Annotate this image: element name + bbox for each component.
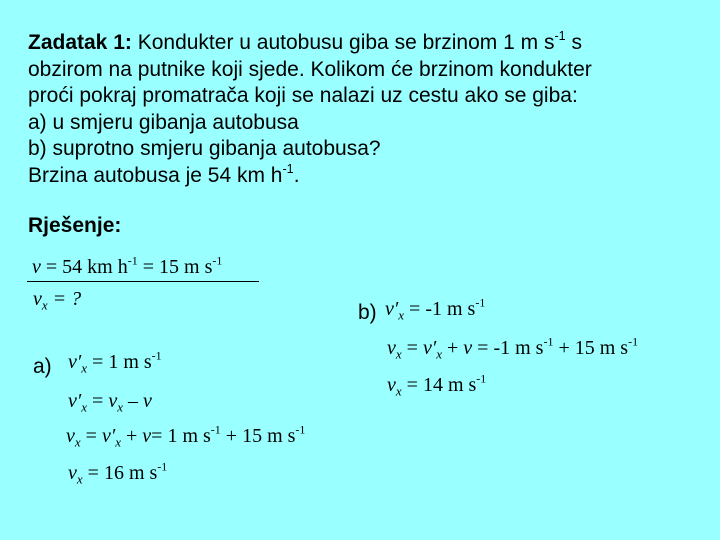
task-line-3: proći pokraj promatrača koji se nalazi uz cestu ako se giba: xyxy=(28,84,578,108)
task-heading: Zadatak 1: xyxy=(28,31,132,54)
given-divider-line xyxy=(27,281,259,282)
part-a-line-1: $v'_x = 1$ m $s^{-1}$ xyxy=(68,348,162,376)
task-line-4: a) u smjeru gibanja autobusa xyxy=(28,110,299,134)
part-a-line-4: $v_x = 16$ m $s^{-1}$ xyxy=(68,459,168,487)
given-speed-line: v = 54 km $h^{-1} = 15$ m $s^{-1}$ xyxy=(32,253,223,278)
unknown-line: $v_x$ = ? xyxy=(33,288,82,313)
part-b-line-1: $v'_x = -1$ m $s^{-1}$ xyxy=(385,295,486,323)
task-line-6: Brzina autobusa je 54 km $h^{-1}$. xyxy=(28,162,300,187)
part-b-label: b) xyxy=(358,301,377,324)
part-b-line-3: $v_x = 14$ m $s^{-1}$ xyxy=(387,371,487,399)
part-a-line-2: $v'_x = v_x - v$ xyxy=(68,390,152,415)
task-line-5: b) suprotno smjeru gibanja autobusa? xyxy=(28,137,381,161)
solution-title: Rješenje: xyxy=(28,214,122,237)
task-line-1: Zadatak 1: Kondukter u autobusu giba se brzinom 1 m $s^{-1}$ s xyxy=(28,29,582,54)
part-a-label: a) xyxy=(33,355,52,378)
task-statement xyxy=(28,30,708,190)
part-b-line-2: $v_x = v'_x + v = -1$ m $s^{-1} + 15$ m $s^{-1}$ xyxy=(387,334,639,362)
part-a-line-3: $v_x = v'_x + v= 1$ m $s^{-1} + 15$ m $s^{-1}$ xyxy=(66,422,306,450)
task-line-2: obzirom na putnike koji sjede. Kolikom će brzinom kondukter xyxy=(28,57,592,81)
